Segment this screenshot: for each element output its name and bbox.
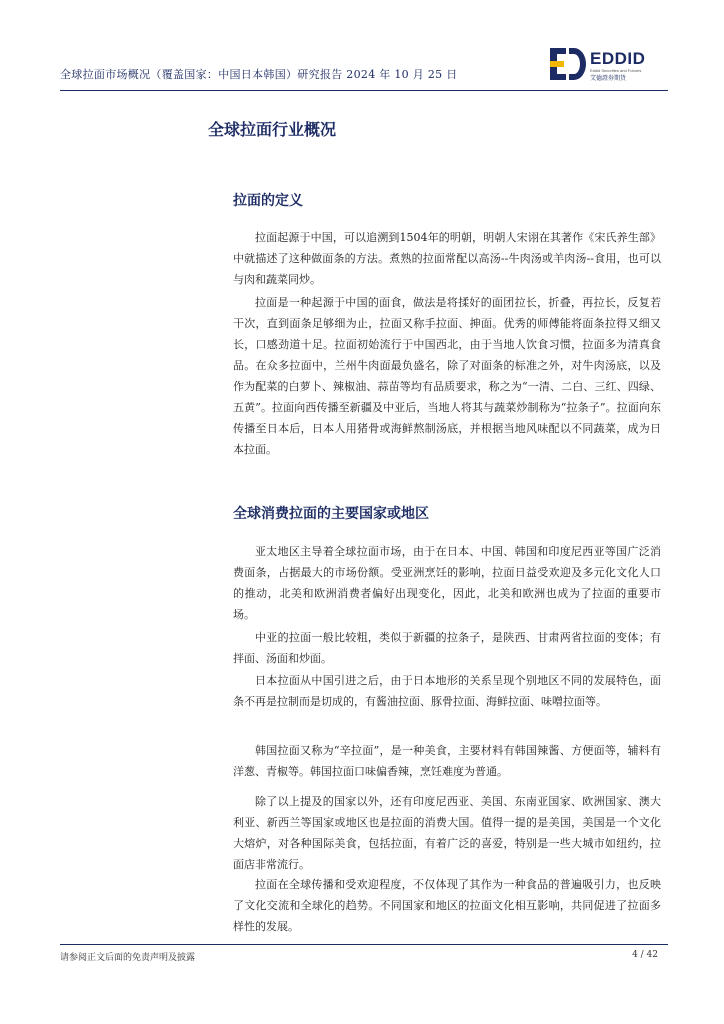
logo-subtitle-en: Eddid Securities and Futures [590, 68, 642, 73]
section-title-ramen-definition: 拉面的定义 [233, 193, 303, 209]
paragraph: 日本拉面从中国引进之后，由于日本地形的关系呈现个别地区不同的发展特色，面条不再是拉制而是切成的，有酱油拉面、豚骨拉面、海鲜拉面、味噌拉面等。 [233, 674, 661, 708]
paragraph: 拉面是一种起源于中国的面食，做法是将揉好的面团拉长，折叠，再拉长，反复若干次，直到面条足够细为止，拉面又称手拉面、抻面。优秀的师傅能将面条拉得又细又长，口感劲道十足。拉面初始流行于中国西北，由于当地人饮食习惯，拉面多为清真食品。在众多拉面中，兰州牛肉面最负盛名，除了对面条的标准之外，对牛肉汤底，以及作为配菜的白萝卜、辣椒油、蒜苗等均有品质要求，称之为“一清、二白、三红、四绿、五黄”。拉面向西传播至新疆及中亚后，当地人将其与蔬菜炒制称为“拉条子”。拉面向东传播至日本后，日本人用猪骨或海鲜熬制汤底，并根据当地风味配以不同蔬菜，成为日本拉面。 [233, 296, 661, 456]
page-title: 全球拉面行业概况 [208, 120, 337, 139]
eddid-logo [550, 46, 668, 84]
paragraph: 拉面在全球传播和受欢迎程度，不仅体现了其作为一种食品的普遍吸引力，也反映了文化交流和全球化的趋势。不同国家和地区的拉面文化相互影响，共同促进了拉面多样性的发展。 [233, 878, 661, 933]
footer-disclaimer: 请参阅正文后面的免责声明及披露 [60, 953, 196, 963]
paragraph: 韩国拉面又称为“辛拉面”，是一种美食，主要材料有韩国辣酱、方便面等，辅料有洋葱、青椒等。韩国拉面口味偏香辣，烹饪难度为普通。 [233, 744, 661, 778]
paragraph: 除了以上提及的国家以外，还有印度尼西亚、美国、东南亚国家、欧洲国家、澳大利亚、新西兰等国家或地区也是拉面的消费大国。值得一提的是美国，美国是一个文化大熔炉，对各种国际美食，包括拉面，有着广泛的喜爱，特别是一些大城市如纽约，拉面店非常流行。 [233, 795, 661, 871]
paragraph: 中亚的拉面一般比较粗，类似于新疆的拉条子，是陕西、甘肃两省拉面的变体；有拌面、汤面和炒面。 [233, 631, 661, 665]
eddid-logo-mark-icon [550, 48, 586, 80]
header-divider [60, 90, 668, 91]
logo-wordmark: EDDID [590, 49, 646, 68]
page-number: 4 / 42 [632, 950, 658, 960]
report-title: 全球拉面市场概况（覆盖国家：中国日本韩国）研究报告 2024 年 10 月 25 日 [60, 68, 458, 81]
paragraph: 拉面起源于中国，可以追溯到1504年的明朝，明朝人宋诩在其著作《宋氏养生部》中就描述了这种做面条的方法。煮熟的拉面常配以高汤--牛肉汤或羊肉汤--食用，也可以与肉和蔬菜同炒。 [233, 231, 661, 286]
paragraph: 亚太地区主导着全球拉面市场，由于在日本、中国、韩国和印度尼西亚等国广泛消费面条，占据最大的市场份额。受亚洲烹饪的影响，拉面日益受欢迎及多元化文化人口的推动，北美和欧洲消费者偏好出现变化，因此，北美和欧洲也成为了拉面的重要市场。 [233, 545, 661, 621]
section-title-major-markets: 全球消费拉面的主要国家或地区 [233, 506, 429, 522]
logo-subtitle-cn: 艾德證券期貨 [590, 76, 627, 82]
page-header [60, 46, 668, 92]
footer-divider [60, 944, 668, 945]
